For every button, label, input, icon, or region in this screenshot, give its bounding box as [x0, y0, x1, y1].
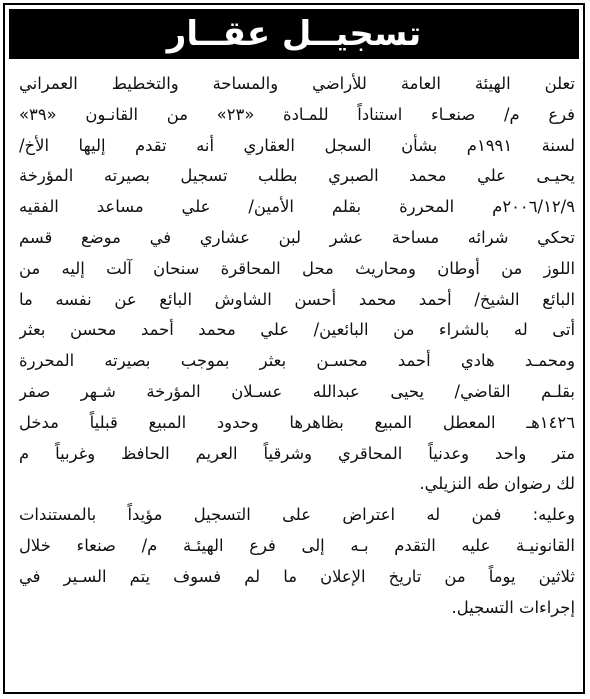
- notice-line: اللوز من أوطان ومحاريث محل المحاقرة سنحان آلت إليه من: [19, 258, 575, 278]
- notice-line: ومحمـد هادي أحمد محسـن بعثر بموجب بصيرته المحررة: [19, 351, 575, 371]
- notice-line: ثلاثين يوماً من تاريخ الإعلان ما لم فسوف يتم السـير في: [19, 566, 575, 586]
- real-estate-notice: [3, 3, 585, 694]
- notice-line: فرع م/ صنعـاء استناداً للمـادة «٢٣» من القانـون «٣٩»: [19, 104, 575, 124]
- notice-line: القانونيـة عليه التقدم بـه إلى فرع الهيئـة م/ صنعاء خلال: [19, 535, 575, 555]
- notice-line: وعليه: فمن له اعتراض على التسجيل مؤيداً بالمستندات: [19, 505, 575, 525]
- notice-line: يحيـى علي محمد الصبري بطلب تسجيل بصيرته المؤرخة: [19, 166, 575, 186]
- notice-line: أتى له بالشراء من البائعين/ علي محمد أحمد محسن بعثر: [19, 320, 575, 340]
- notice-line: ١٤٢٦هـ المعطل المبيع بظاهرها وحدود المبيع قبلياً مدخل: [19, 412, 575, 432]
- notice-title: تسجيــل عقــار: [166, 14, 422, 54]
- notice-line: تحكي شرائه مساحة عشر لبن عشاري في موضع قسم: [19, 227, 575, 247]
- notice-line: البائع الشيخ/ أحمد محمد أحسن الشاوش البائع عن نفسه ما: [19, 289, 575, 309]
- notice-line: إجراءات التسجيل.: [451, 597, 575, 617]
- notice-line: تعلن الهيئة العامة للأراضي والمساحة والتخطيط العمراني: [19, 74, 575, 93]
- notice-line: بقلـم القاضي/ يحيى عبدالله عسـلان المؤرخة شـهر صفر: [19, 381, 575, 401]
- notice-title-bar: [9, 9, 579, 59]
- notice-line: لك رضوان طه النزيلي.: [419, 474, 575, 494]
- notice-line: متر واحد وعدنياً المحاقري وشرقياً العريم الحافظ وغربياً م: [19, 443, 575, 463]
- notice-line: لسنة ١٩٩١م بشأن السجل العقاري أنه تقدم إليها الأخ/: [19, 135, 575, 155]
- notice-line: ٢٠٠٦/١٢/٩م المحررة بقلم الأمين/ علي مساعد الفقيه: [19, 197, 575, 217]
- notice-body: [19, 69, 575, 623]
